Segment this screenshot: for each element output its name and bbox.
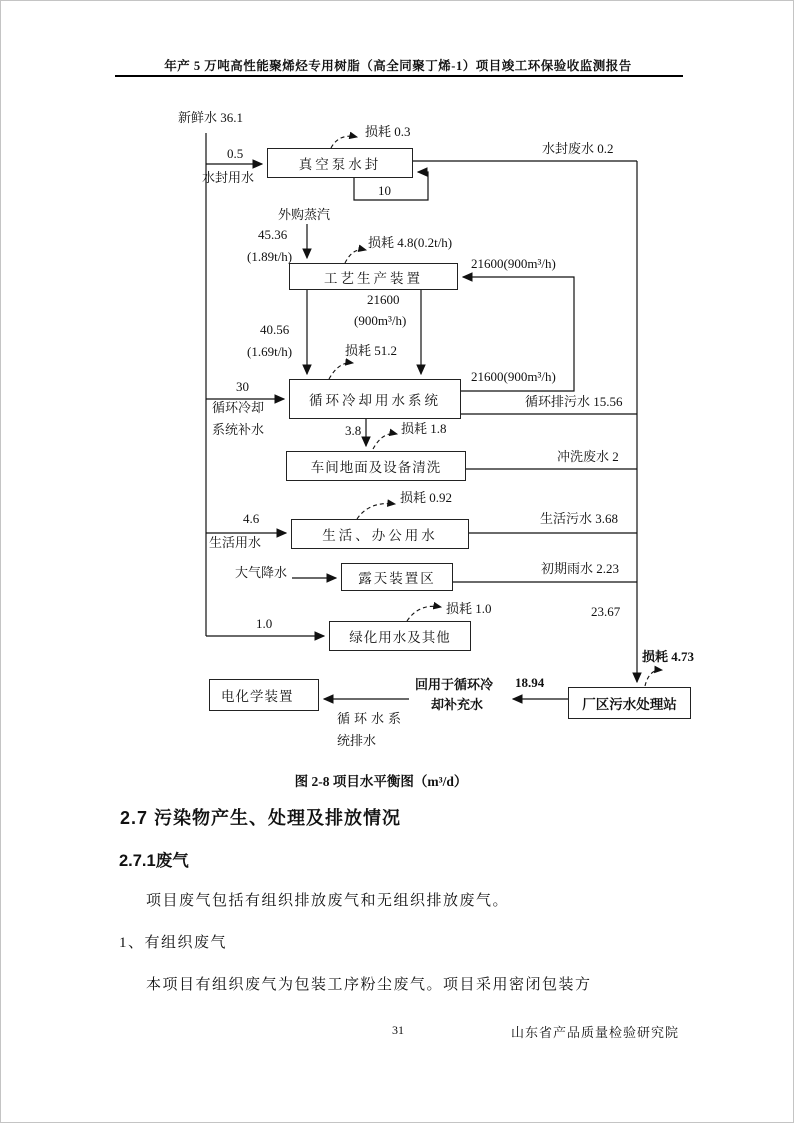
section-heading-2-7-1: 2.7.1废气	[119, 852, 189, 870]
node-process-unit: 工艺生产装置	[289, 263, 458, 290]
label-makeup-name-2: 系统补水	[212, 422, 265, 437]
node-workshop-cleaning: 车间地面及设备清洗	[286, 451, 466, 481]
label-cooling-return-flow: 21600	[367, 292, 400, 307]
label-wash-loss: 损耗 1.8	[401, 421, 447, 436]
label-makeup-flow: 30	[236, 379, 249, 394]
section-heading-2-7: 2.7 污染物产生、处理及排放情况	[120, 808, 402, 828]
label-greening-loss: 损耗 1.0	[446, 601, 492, 616]
label-seal-flow: 0.5	[227, 146, 244, 161]
label-greening-flow: 1.0	[256, 616, 273, 631]
water-balance-diagram	[1, 1, 794, 801]
label-cooling-return-rate: (900m³/h)	[354, 313, 407, 328]
node-open-air-area: 露天装置区	[341, 563, 453, 591]
paragraph-waste-gas-intro: 项目废气包括有组织排放废气和无组织排放废气。	[146, 893, 510, 909]
node-sewage-station: 厂区污水处理站	[568, 687, 691, 719]
label-circ-drain-2: 统排水	[337, 733, 377, 748]
node-electrochemical-unit: 电化学装置	[209, 679, 319, 711]
label-process-loss: 损耗 4.8(0.2t/h)	[368, 235, 453, 250]
node-greening-water: 绿化用水及其他	[329, 621, 471, 651]
label-steam-rate: (1.89t/h)	[247, 249, 293, 264]
label-total-to-station: 23.67	[591, 604, 621, 619]
label-purchased-steam: 外购蒸汽	[278, 207, 331, 222]
list-item-organized-waste-gas: 1、有组织废气	[119, 935, 228, 951]
node-cooling-system: 循环冷却用水系统	[289, 379, 461, 419]
label-rainfall: 大气降水	[235, 565, 288, 580]
label-cooling-supply: 21600(900m³/h)	[471, 256, 556, 271]
label-initial-rainwater: 初期雨水 2.23	[541, 561, 620, 576]
label-cooling-out: 21600(900m³/h)	[471, 369, 556, 384]
node-vacuum-pump-seal: 真空泵水封	[267, 148, 413, 178]
label-steam-flow: 45.36	[258, 227, 288, 242]
label-recycle-flow: 10	[378, 183, 391, 198]
label-makeup-name-1: 循环冷却	[212, 400, 265, 415]
label-seal-water-name: 水封用水	[202, 170, 255, 185]
label-domestic-flow: 4.6	[243, 511, 260, 526]
label-condensate-flow: 40.56	[260, 322, 290, 337]
label-seal-wastewater: 水封废水 0.2	[542, 141, 614, 156]
label-wash-flow: 3.8	[345, 423, 362, 438]
label-station-loss: 损耗 4.73	[642, 649, 695, 664]
label-cooling-loss: 损耗 51.2	[345, 343, 398, 358]
page-number: 31	[392, 1023, 404, 1037]
label-vacuum-loss: 损耗 0.3	[365, 124, 411, 139]
label-circ-drain-1: 循环水系	[337, 711, 406, 726]
node-domestic-office-water: 生活、办公用水	[291, 519, 469, 549]
label-reuse-note-2: 却补充水	[431, 697, 484, 712]
label-domestic-loss: 损耗 0.92	[400, 490, 453, 505]
label-domestic-wastewater: 生活污水 3.68	[540, 511, 619, 526]
paragraph-organized-waste-gas: 本项目有组织废气为包装工序粉尘废气。项目采用密闭包装方	[146, 977, 592, 993]
footer-organization: 山东省产品质量检验研究院	[510, 1025, 679, 1040]
label-domestic-name: 生活用水	[209, 535, 262, 550]
figure-caption: 图 2-8 项目水平衡图（m³/d）	[294, 774, 468, 789]
label-reuse-flow: 18.94	[515, 675, 545, 690]
label-condensate-rate: (1.69t/h)	[247, 344, 293, 359]
label-reuse-note-1: 回用于循环冷	[415, 677, 494, 692]
label-wash-wastewater: 冲洗废水 2	[557, 449, 619, 464]
report-header-title: 年产 5 万吨高性能聚烯烃专用树脂（高全同聚丁烯-1）项目竣工环保验收监测报告	[164, 59, 632, 73]
label-blowdown: 循环排污水 15.56	[525, 394, 623, 409]
label-fresh-water: 新鲜水 36.1	[178, 110, 244, 125]
